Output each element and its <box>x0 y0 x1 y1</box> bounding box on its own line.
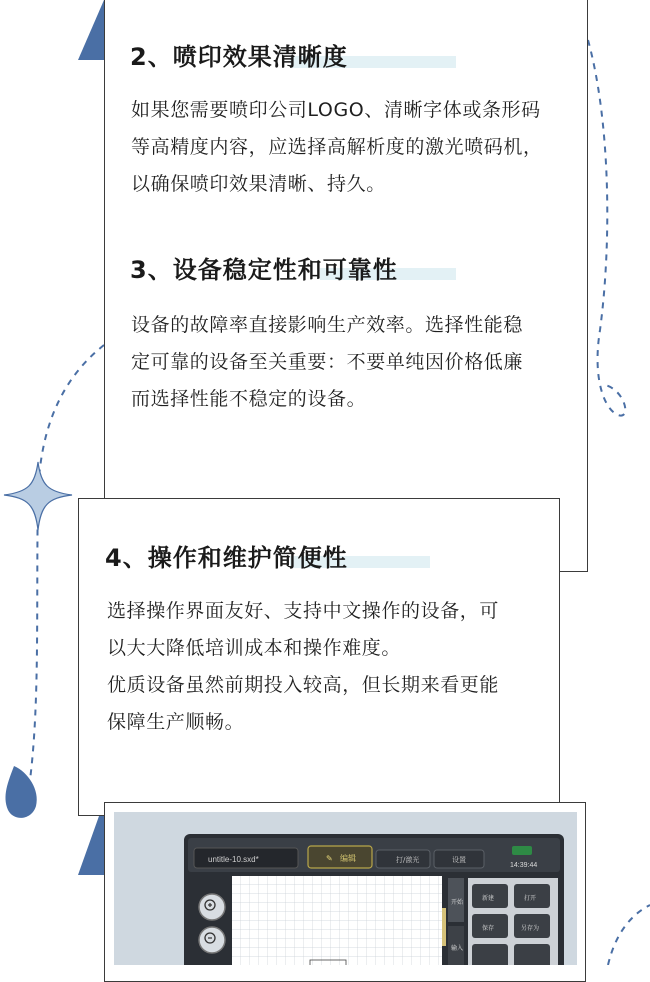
body-line: 以确保喷印效果清晰、持久。 <box>131 173 386 195</box>
software-screenshot <box>114 812 577 965</box>
body-line: 定可靠的设备至关重要：不要单纯因价格低廉 <box>131 351 524 373</box>
dashed-curve-bottom-right <box>608 905 650 965</box>
tab-settings-label: 设置 <box>452 856 466 864</box>
body-line: 优质设备虽然前期投入较高，但长期来看更能 <box>107 674 500 696</box>
section-title-2: 2、喷印效果清晰度 <box>130 43 348 71</box>
dashed-curve-right <box>588 40 625 416</box>
side-tab-input: 输入 <box>451 945 464 952</box>
zoom-out-icon <box>199 927 225 953</box>
file-name-label: untitle-10.sxd* <box>208 855 259 864</box>
body-line: 而选择性能不稳定的设备。 <box>131 388 367 410</box>
software-ui-illustration <box>114 812 577 965</box>
body-line: 选择操作界面友好、支持中文操作的设备，可 <box>107 600 500 622</box>
svg-text:新建: 新建 <box>482 895 495 902</box>
triangle-top-left <box>78 0 104 60</box>
section-body-4 <box>107 593 547 741</box>
zoom-in-icon <box>199 894 225 920</box>
body-line: 设备的故障率直接影响生产效率。选择性能稳 <box>131 314 524 336</box>
section-title-3: 3、设备稳定性和可靠性 <box>130 256 398 284</box>
droplet-icon <box>6 766 37 818</box>
tab-edit-label: 编辑 <box>340 854 356 863</box>
section-body-2 <box>131 92 571 203</box>
section-body-3 <box>131 307 571 418</box>
star-sparkle-icon <box>4 462 72 530</box>
svg-text:保存: 保存 <box>482 925 495 932</box>
body-line: 等高精度内容，应选择高解析度的激光喷码机， <box>131 136 543 158</box>
clock-label: 14:39:44 <box>510 862 538 869</box>
side-tab-start: 开始 <box>451 899 464 906</box>
card-top <box>104 0 588 572</box>
body-line: 以大大降低培训成本和操作难度。 <box>107 637 402 659</box>
body-line: 如果您需要喷印公司LOGO、清晰字体或条形码 <box>131 99 541 121</box>
svg-text:另存为: 另存为 <box>521 925 540 932</box>
svg-text:✎: ✎ <box>326 854 333 863</box>
body-line: 保障生产顺畅。 <box>107 711 245 733</box>
section-title-4: 4、操作和维护简便性 <box>105 544 348 572</box>
tab-laser-label: 打/激光 <box>396 856 420 864</box>
svg-text:打开: 打开 <box>524 895 537 902</box>
